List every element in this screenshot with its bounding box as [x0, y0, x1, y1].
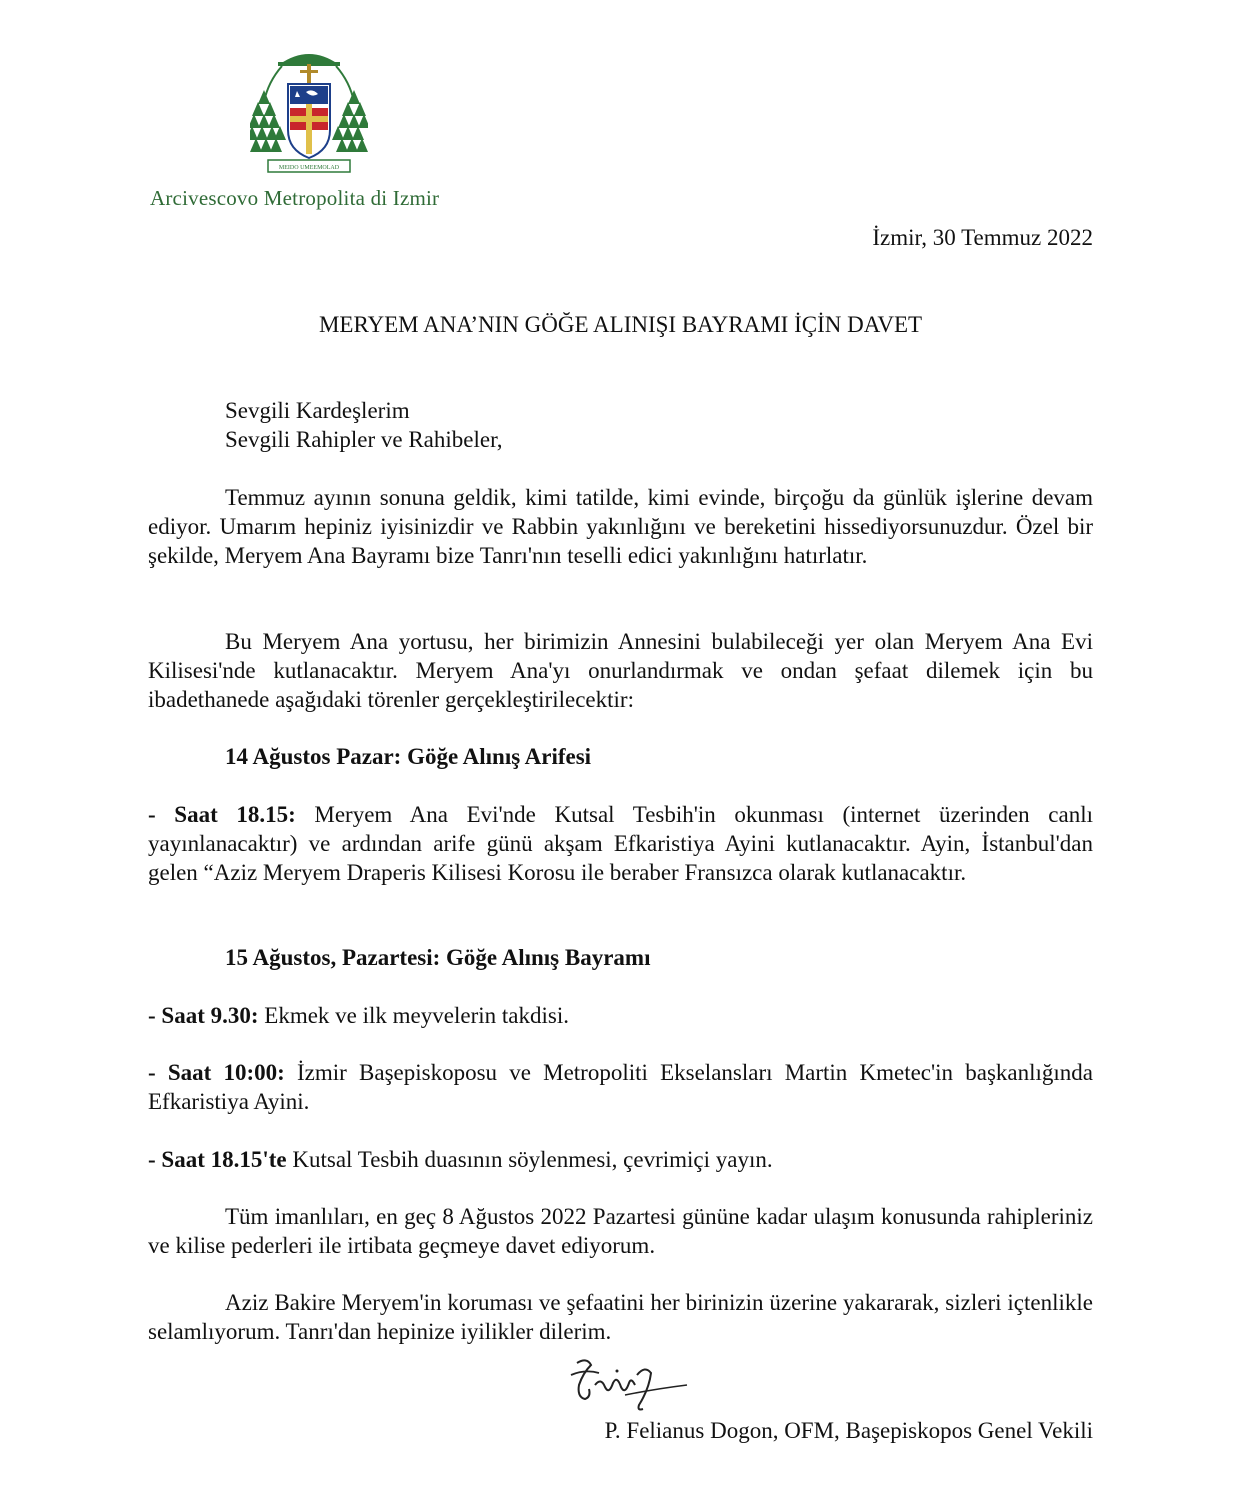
schedule-item-3	[148, 1058, 1093, 1116]
letter-date: İzmir, 30 Temmuz 2022	[872, 225, 1093, 250]
schedule-item-4-text: Kutsal Tesbih duasının söylenmesi, çevrimiçi yayın.	[286, 1147, 773, 1172]
schedule-item-2	[148, 1001, 1093, 1030]
schedule-item-4	[148, 1145, 1093, 1174]
paragraph-4: Aziz Bakire Meryem'in koruması ve şefaatini her birinizin üzerine yakararak, sizleri içtenlikle selamlıyorum. Tanrı'dan hepinize iyilikler dilerim.	[148, 1290, 1093, 1344]
paragraph-2: Bu Meryem Ana yortusu, her birimizin Annesini bulabileceği yer olan Meryem Ana Evi Kilisesi'nde kutlanacaktır. Meryem Ana'yı onurlandırmak ve ondan şefaat dilemek için bu ibadethanede aşağıdaki törenler gerçekleştirilecektir:	[148, 629, 1093, 712]
letter-title: MERYEM ANA’NIN GÖĞE ALINIŞI BAYRAMI İÇİN DAVET	[318, 312, 923, 337]
salutation-line-1: Sevgili Kardeşlerim	[225, 398, 410, 423]
schedule-item-4-time: - Saat 18.15'te	[148, 1147, 287, 1172]
section-2-heading: 15 Ağustos, Pazartesi: Göğe Alınış Bayramı	[225, 945, 651, 970]
schedule-item-3-time: - Saat 10:00:	[148, 1060, 285, 1085]
salutation-line-2: Sevgili Rahipler ve Rahibeler,	[225, 427, 503, 452]
schedule-item-1	[148, 800, 1093, 887]
paragraph-3: Tüm imanlıları, en geç 8 Ağustos 2022 Pazartesi gününe kadar ulaşım konusunda rahipleriniz ve kilise pederleri ile irtibata geçmeye davet ediyorum.	[148, 1204, 1093, 1258]
signer-name: P. Felianus Dogon, OFM, Başepiskopos Genel Vekili	[604, 1418, 1093, 1443]
handwritten-signature-icon	[565, 1355, 690, 1415]
schedule-item-3-text: İzmir Başepiskoposu ve Metropoliti Ekselansları Martin Kmetec'in başkanlığında Efkaristiya Ayini.	[148, 1060, 1093, 1114]
organization-name: Arcivescovo Metropolita di Izmir	[150, 186, 440, 210]
section-1-heading: 14 Ağustos Pazar: Göğe Alınış Arifesi	[225, 744, 592, 769]
schedule-item-1-time: - Saat 18.15:	[148, 802, 296, 827]
paragraph-1: Temmuz ayının sonuna geldik, kimi tatilde, kimi evinde, birçoğu da günlük işlerine devam ediyor. Umarım hepiniz iyisinizdir ve Rabbin yakınlığını ve bereketini hissediyorsunuzdur. Özel bir şekilde, Meryem Ana Bayramı bize Tanrı'nın teselli edici yakınlığını hatırlatır.	[148, 485, 1093, 568]
schedule-item-2-text: Ekmek ve ilk meyvelerin takdisi.	[258, 1003, 569, 1028]
coat-of-arms-icon	[250, 42, 368, 182]
schedule-item-1-text: Meryem Ana Evi'nde Kutsal Tesbih'in okunması (internet üzerinden canlı yayınlanacaktır) ve ardından arife günü akşam Efkaristiya Ayini kutlanacaktır. Ayin, İstanbul'dan gelen “Aziz Meryem Draperis Kilisesi Korosu ile beraber Fransızca olarak kutlanacaktır.	[148, 802, 1093, 885]
crest-motto: MEIDO UMEEMOLAD	[278, 165, 340, 171]
schedule-item-2-time: - Saat 9.30:	[148, 1003, 259, 1028]
